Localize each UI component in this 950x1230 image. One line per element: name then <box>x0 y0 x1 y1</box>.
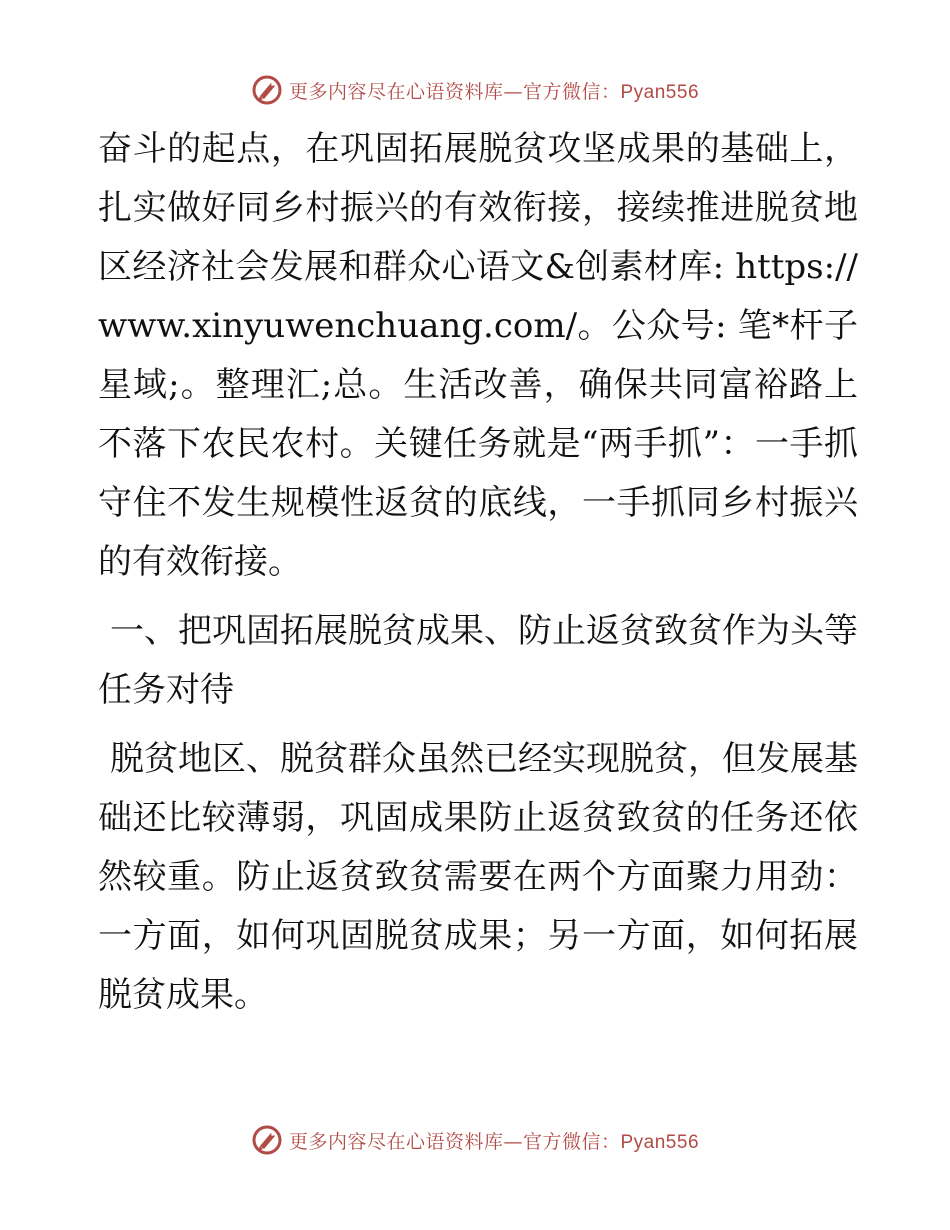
watermark-official-label: 官方微信： <box>522 1130 621 1153</box>
watermark-site-name: 更多内容尽在心语资料库 <box>288 80 504 103</box>
section-heading-1: 一、把巩固拓展脱贫成果、防止返贫致贫作为头等任务对待 <box>98 611 858 710</box>
document-body <box>98 120 858 1025</box>
watermark-wechat-id: Pyan556 <box>620 81 700 103</box>
watermark-text <box>289 77 699 104</box>
pen-nib-logo-icon <box>251 1124 283 1156</box>
watermark-site-name: 更多内容尽在心语资料库 <box>288 1130 504 1153</box>
watermark-wechat-id: Pyan556 <box>620 1131 700 1153</box>
header-watermark <box>0 73 950 107</box>
pen-nib-logo-icon <box>251 74 283 106</box>
watermark-official-label: 官方微信： <box>522 80 621 103</box>
watermark-dash: — <box>503 80 523 103</box>
body-paragraph-1: 奋斗的起点，在巩固拓展脱贫攻坚成果的基础上，扎实做好同乡村振兴的有效衔接，接续推进脱贫地区经济社会发展和群众心语文&创素材库: https://www.xinyuwenchuang.com/。公众号: 笔*杆子星域;。整理汇;总。生活改善，确保共同富裕路上不落下农民农村。关键任务就是“两手抓”：一手抓守住不发生规模性返贫的底线，一手抓同乡村振兴的有效衔接。 <box>98 129 858 582</box>
footer-watermark <box>0 1123 950 1157</box>
body-paragraph-2: 脱贫地区、脱贫群众虽然已经实现脱贫，但发展基础还比较薄弱，巩固成果防止返贫致贫的任务还依然较重。防止返贫致贫需要在两个方面聚力用劲：一方面，如何巩固脱贫成果；另一方面，如何拓展脱贫成果。 <box>98 739 858 1015</box>
watermark-dash: — <box>503 1130 523 1153</box>
watermark-text <box>289 1127 699 1154</box>
